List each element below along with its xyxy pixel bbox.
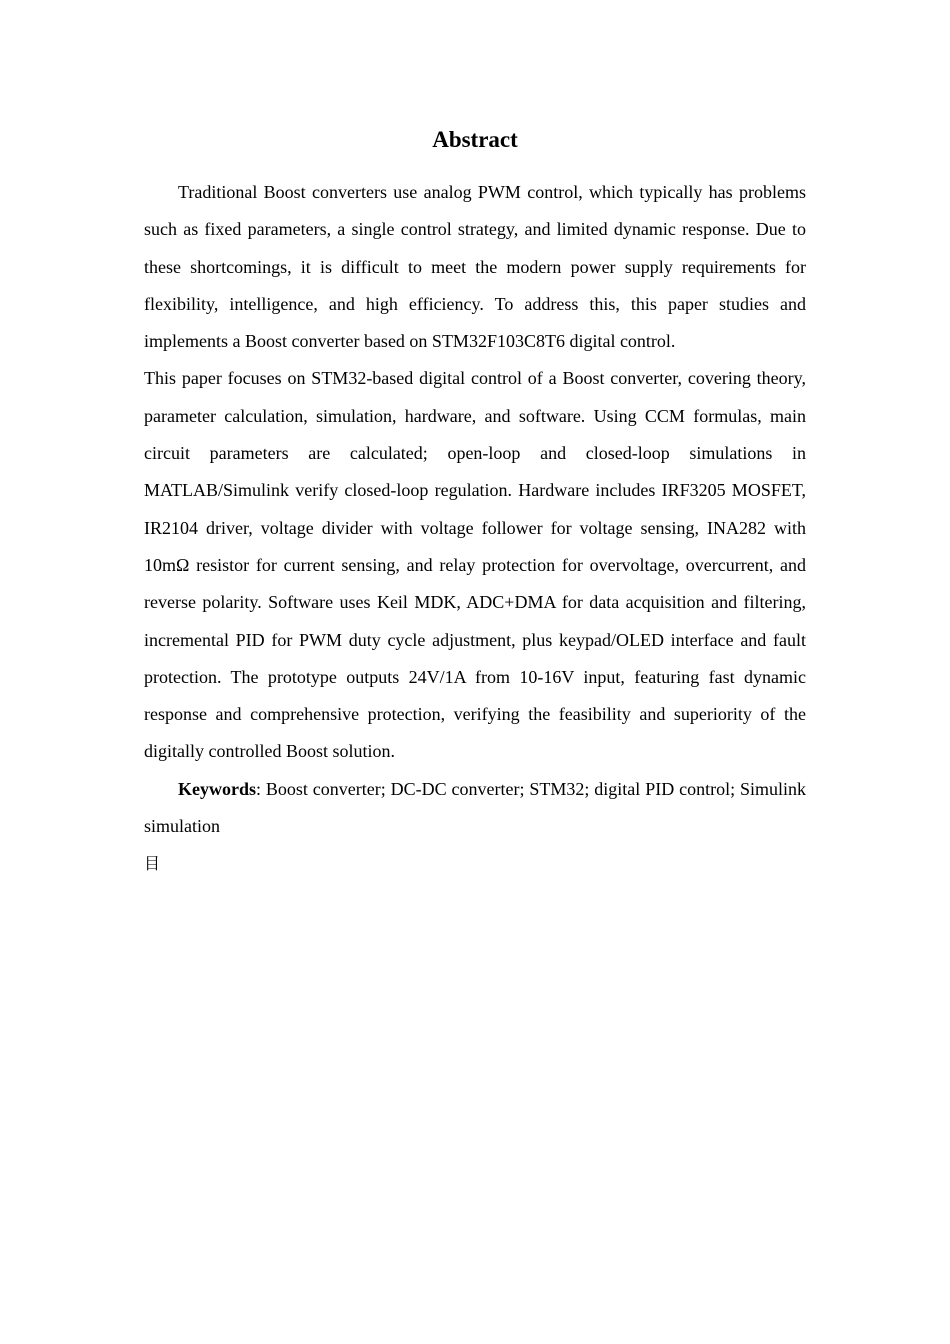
- abstract-body: [144, 174, 806, 883]
- abstract-paragraph-1: Traditional Boost converters use analog PWM control, which typically has problems such as fixed parameters, a single control strategy, and limited dynamic response. Due to these shortcomings, it is difficult to meet the modern power supply requirements for flexibility, intelligence, and high efficiency. To address this, this paper studies and implements a Boost converter based on STM32F103C8T6 digital control.: [144, 182, 806, 352]
- keywords-text: : Boost converter; DC-DC converter; STM32; digital PID control; Simulink simulation: [144, 778, 806, 837]
- toc-heading-fragment: 目: [144, 854, 161, 874]
- abstract-paragraph-2: This paper focuses on STM32-based digital control of a Boost converter, covering theory, parameter calculation, simulation, hardware, and software. Using CCM formulas, main circuit parameters are calculated; open-loop and closed-loop simulations in MATLAB/Simulink verify closed-loop regulation. Hardware includes IRF3205 MOSFET, IR2104 driver, voltage divider with voltage follower for voltage sensing, INA282 with 10mΩ resistor for current sensing, and relay protection for overvoltage, overcurrent, and reverse polarity. Software uses Keil MDK, ADC+DMA for data acquisition and filtering, incremental PID for PWM duty cycle adjustment, plus keypad/OLED interface and fault protection. The prototype outputs 24V/1A from 10-16V input, featuring fast dynamic response and comprehensive protection, verifying the feasibility and superiority of the digitally controlled Boost solution.: [144, 368, 806, 762]
- keywords-line: [144, 771, 806, 846]
- abstract-title: Abstract: [432, 127, 518, 152]
- keywords-label: Keywords: [178, 778, 256, 799]
